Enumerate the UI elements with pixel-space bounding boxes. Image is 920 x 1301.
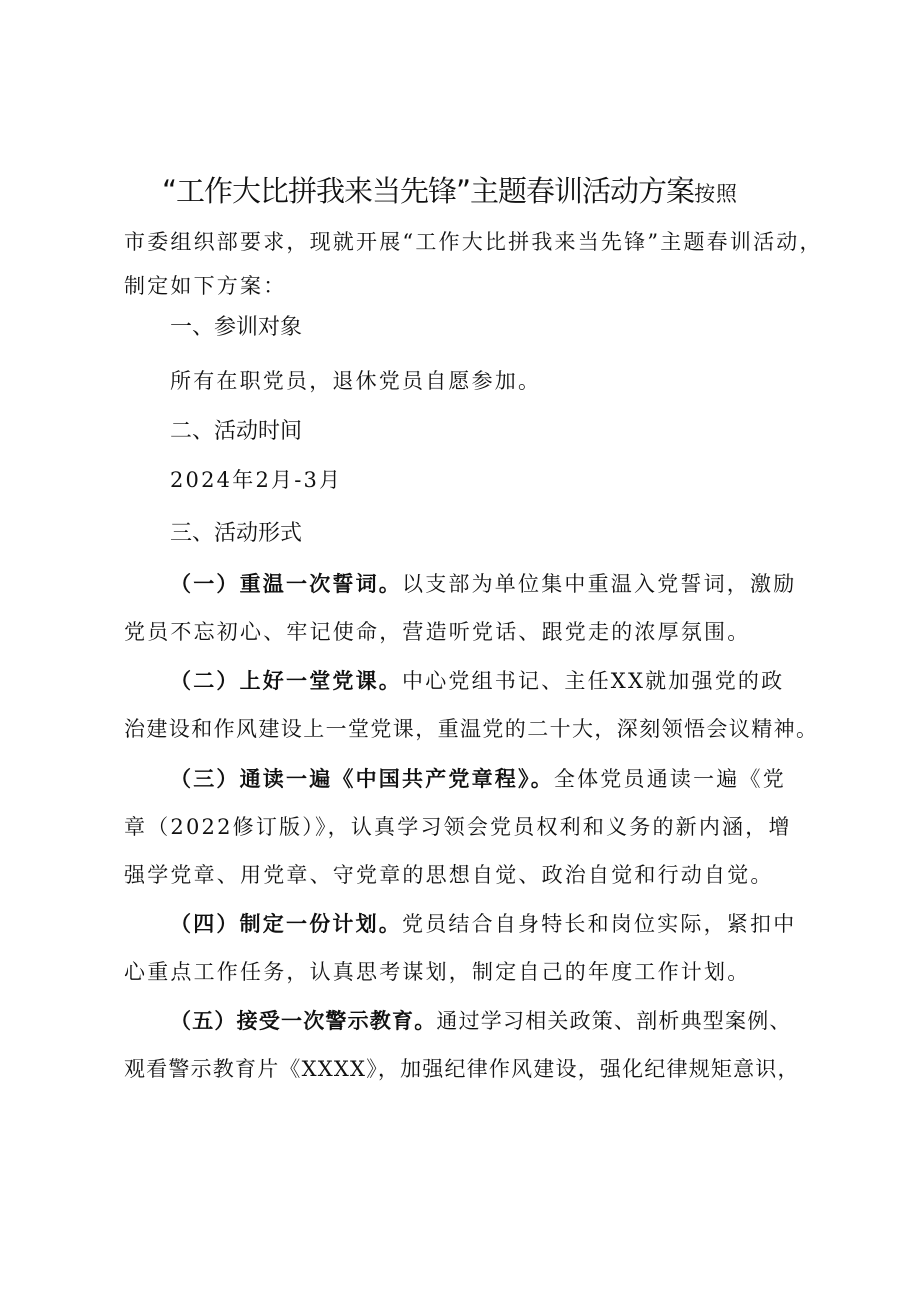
item-5-line-2: 观看警示教育片《XXXX》，加强纪律作风建设，强化纪律规矩意识，	[124, 1057, 800, 1081]
item-1-text: 以支部为单位集中重温入党誓词，激励	[402, 572, 797, 596]
item-5-text: 通过学习相关政策、剖析典型案例、	[436, 1009, 792, 1033]
item-2-text: 中心党组书记、主任XX就加强党的政	[402, 669, 785, 693]
item-4-line-2: 心重点工作任务，认真思考谋划，制定自己的年度工作计划。	[124, 960, 751, 984]
item-2-lead: （二）上好一堂党课。	[170, 669, 402, 693]
item-1-line-2: 党员不忘初心、牢记使命，营造听党话、跟党走的浓厚氛围。	[124, 620, 751, 644]
section-heading-1: 一、参训对象	[170, 315, 303, 340]
section-body-2: 2024年2月-3月	[170, 468, 343, 492]
intro-line-2: 制定如下方案：	[124, 274, 287, 298]
document-title: “工作大比拼我来当先锋”主题春训活动方案	[162, 174, 695, 208]
item-3-line-1	[170, 765, 786, 793]
intro-first-words: 按照	[694, 182, 739, 206]
item-3-text: 全体党员通读一遍《党	[553, 767, 786, 791]
item-2-line-1	[170, 667, 784, 695]
item-3-line-2: 章（2022修订版）》，认真学习领会党员权利和义务的新内涵，增	[124, 815, 792, 839]
item-4-line-1	[170, 910, 796, 938]
item-5-lead: （五）接受一次警示教育。	[170, 1009, 437, 1033]
item-1-lead: （一）重温一次誓词。	[170, 572, 402, 596]
item-1-line-1	[170, 570, 796, 598]
item-4-lead: （四）制定一份计划。	[170, 912, 402, 936]
section-heading-3: 三、活动形式	[170, 521, 303, 546]
item-2-line-2: 治建设和作风建设上一堂党课，重温党的二十大，深刻领悟会议精神。	[124, 717, 819, 741]
item-4-text: 党员结合自身特长和岗位实际，紧扣中	[402, 912, 797, 936]
item-3-lead: （三）通读一遍《中国共产党章程》。	[170, 767, 554, 791]
item-3-line-3: 强学党章、用党章、守党章的思想自觉、政治自觉和行动自觉。	[124, 863, 774, 887]
item-5-line-1	[170, 1007, 792, 1035]
section-body-1: 所有在职党员，退休党员自愿参加。	[170, 369, 542, 393]
document-title-line	[162, 172, 738, 210]
section-heading-2: 二、活动时间	[170, 419, 303, 444]
intro-line-1: 市委组织部要求，现就开展“工作大比拼我来当先锋”主题春训活动，	[124, 230, 823, 254]
